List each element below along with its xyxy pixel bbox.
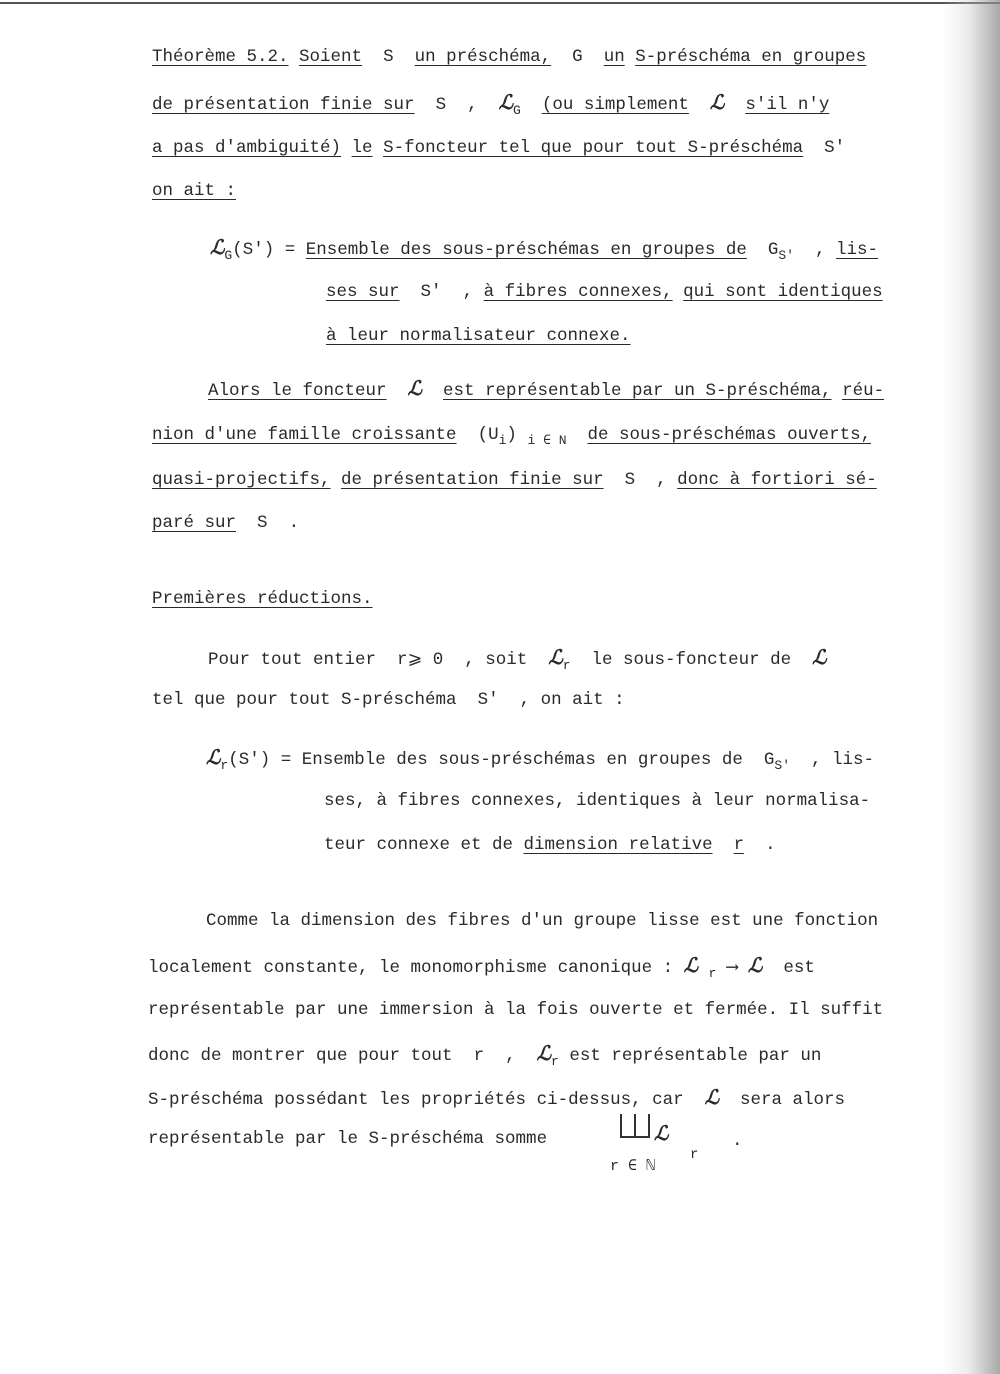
theorem-definition-line-3 [326,325,631,347]
theorem-line-2 [152,91,829,122]
text: ses sur [326,282,400,302]
text: dimension relative [523,835,713,855]
text: r [562,658,571,673]
text: r [708,966,717,981]
text: G [513,103,521,118]
text: (S') [232,240,275,260]
text: Comme la dimension des fibres d'un groupe lisse est une fonction [206,911,879,931]
text: (U [477,425,499,445]
text: à leur normalisateur connexe. [326,326,631,346]
text: Ensemble des sous-préschémas en groupes de [301,750,743,770]
coproduct-subscript [610,1156,655,1178]
paragraph-2-line-6 [148,1128,547,1150]
text: teur connexe et de [324,835,514,855]
text: quasi-projectifs, [152,470,331,490]
text: Premières réductions. [152,589,373,609]
text: S' [477,690,499,710]
theorem-definition-line-1 [210,236,878,267]
text: le sous-foncteur de [591,650,792,670]
paragraph-2-line-4 [148,1042,821,1073]
text: , [656,470,667,490]
text: localement constante, le monomorphisme canonique : [148,958,674,978]
paragraph-1-line-1 [208,646,827,677]
text: nion d'une famille croissante [152,425,457,445]
theorem-line-1 [152,46,866,68]
text: S-préschéma possédant les propriétés ci-dessus, car [148,1090,684,1110]
text: s'il n'y [745,95,830,115]
top-border [0,2,1000,4]
paragraph-1-line-2 [152,689,625,711]
script-L-symbol: ℒ [536,1041,552,1065]
text: de présentation finie sur [152,95,415,115]
text: lis- [836,240,879,260]
text: est [783,958,815,978]
text: S-foncteur tel que pour tout S-préschéma [383,138,804,158]
script-L-symbol: ℒ [709,90,725,114]
text: S' [778,248,794,263]
coproduct-symbol-stroke [634,1114,636,1138]
script-L-symbol: ℒ [548,645,563,669]
text: S' [774,758,790,773]
text: le [351,138,373,158]
script-L-symbol: ℒ [654,1121,669,1145]
text: S [257,513,268,533]
text: i [498,433,507,448]
text: donc à fortiori sé- [677,470,877,490]
paragraph-2-line-3 [148,999,883,1021]
text: Soient [299,47,363,67]
text: r [733,835,745,855]
text: . [288,513,300,533]
text: i [527,433,536,448]
text: , [462,282,474,302]
conclusion-line-2 [152,424,871,452]
text: on ait : [152,181,237,201]
text: représentable par le S-préschéma somme [148,1129,548,1149]
text: de présentation finie sur [341,470,604,490]
script-L-symbol: ℒ [206,745,221,769]
text: tel que pour tout S-préschéma [152,690,457,710]
script-L-symbol: ℒ [498,90,514,114]
text: , [811,750,822,770]
script-L-symbol: ℒ [704,1085,720,1109]
text: ∈ [628,1158,638,1175]
text: = [280,750,292,770]
coproduct-index-r [690,1144,698,1166]
definition-r-line-3 [324,834,776,856]
text: réu- [842,381,885,401]
theorem-line-4 [152,180,236,202]
text: . [765,835,776,855]
text: = [284,240,296,260]
text: ∈ [543,433,551,448]
text: donc de montrer que pour tout [148,1046,453,1066]
theorem-title: Théorème 5.2. [152,47,289,67]
text: G [224,248,233,263]
text: r [397,650,408,670]
definition-r-line-2 [324,790,870,812]
coproduct-period [732,1130,743,1152]
text: ses, à fibres connexes, identiques à leur normalisa- [324,791,871,811]
text: G [572,47,583,67]
text: ℕ [646,1158,656,1175]
text: r [220,758,229,773]
text: (ou simplement [541,95,689,115]
conclusion-line-1 [208,377,884,402]
text: Pour tout entier [208,650,377,670]
text: S' [420,282,442,302]
text: ⩾ [407,650,423,670]
text: a pas d'ambiguité) [152,138,342,158]
text: représentable par une immersion à la fois ouverte et fermée. Il suffit [148,1000,884,1020]
text: qui sont identiques [683,282,883,302]
script-L-symbol: ℒ [683,953,699,977]
text: paré sur [152,513,237,533]
text: de sous-préschémas ouverts, [587,425,872,445]
text: S' [824,138,846,158]
text: N [558,433,567,448]
text: , [505,1046,516,1066]
text: un [603,47,625,67]
conclusion-line-3 [152,469,877,491]
text: r [473,1046,485,1066]
text: r [551,1054,559,1069]
text: . [732,1131,743,1151]
theorem-line-3 [152,137,845,159]
script-L-symbol: ℒ [407,376,422,400]
text: S [383,47,394,67]
text: est représentable par un [569,1046,822,1066]
page-edge-shadow [942,0,1000,1374]
paragraph-2-line-2 [148,954,815,985]
text: S [435,95,447,115]
text: r [610,1158,620,1175]
text: G [767,240,779,260]
text: est représentable par un S-préschéma, [442,381,832,401]
paragraph-2-line-1 [206,910,878,932]
text: ) [506,425,517,445]
text: un préschéma, [414,47,552,67]
text: lis- [832,750,875,770]
text: (S') [228,750,271,770]
text: r [690,1147,699,1163]
script-L-symbol: ℒ [812,645,827,669]
text: sera alors [740,1090,846,1110]
coproduct-summand [654,1122,668,1147]
theorem-definition-line-2 [326,281,883,303]
text: 0 [432,650,444,670]
text: , [467,95,478,115]
conclusion-line-4 [152,512,299,534]
text: Ensemble des sous-préschémas en groupes de [305,240,747,260]
text: G [763,750,775,770]
arrow-symbol: ⟶ [726,958,738,978]
definition-r-line-1 [206,746,874,777]
text: S-préschéma en groupes [635,47,867,67]
text: Alors le foncteur [208,381,387,401]
text: , [815,240,826,260]
text: , on ait : [519,690,625,710]
text: à fibres connexes, [483,282,673,302]
paragraph-2-line-5 [148,1086,845,1111]
script-L-symbol: ℒ [210,235,225,259]
text: S [624,470,636,490]
text: , soit [464,650,528,670]
script-L-symbol: ℒ [747,953,763,977]
section-heading [152,588,373,610]
